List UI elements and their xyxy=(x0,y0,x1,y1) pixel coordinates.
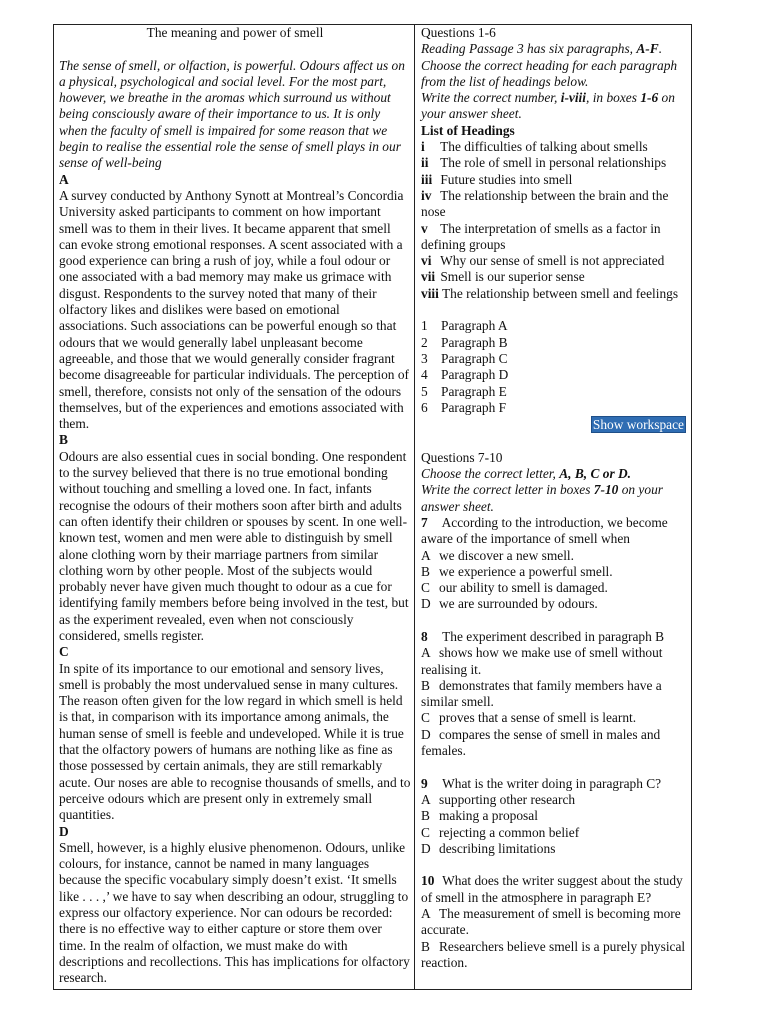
paragraph-a-text: A survey conducted by Anthony Synott at Montreal’s Concordia University asked participants to comment on how important smell was to them in their lives. It became apparent that smell can evoke strong emotional responses. A scent associated with a good experience can bring a rush of joy, while a foul odour or one associated with a bad memory may make us grimace with disgust. Respondents to the survey noted that many of their olfactory likes and dislikes were based on emotional associations. Such associations can be powerful enough so that odours that we would generally label unpleasant become agreeable, and those that we would generally consider fragrant become disagreeable for particular individuals. The perception of smell, therefore, consists not only of the sensation of the odours themselves, but of the experiences and emotions associated with them. xyxy=(59,187,410,432)
paragraph-letter-d: D xyxy=(59,823,69,839)
question-number: 6 xyxy=(421,399,428,415)
paragraph-letter-a: A xyxy=(59,171,69,187)
paragraph-label: Paragraph D xyxy=(441,367,509,383)
instruction-text: . xyxy=(658,41,663,57)
question-text: What is the writer doing in paragraph C? xyxy=(442,775,662,791)
option-letter: B xyxy=(421,938,430,954)
option-text: compares the sense of smell in males and females. xyxy=(421,726,661,759)
answer-option[interactable] xyxy=(421,645,686,678)
instruction-bold: i-viii xyxy=(560,90,587,106)
paragraph-letter-b: B xyxy=(59,432,68,448)
heading-item xyxy=(421,172,686,188)
heading-item xyxy=(421,221,686,254)
paragraph-label: Paragraph E xyxy=(441,383,507,399)
heading-item xyxy=(421,269,686,285)
option-text: demonstrates that family members have a similar smell. xyxy=(421,677,662,710)
paragraph-answer-item xyxy=(421,335,686,351)
question-8 xyxy=(421,629,686,759)
heading-number: vi xyxy=(421,253,432,269)
question-10 xyxy=(421,873,686,971)
answer-option[interactable] xyxy=(421,710,686,726)
option-text: describing limitations xyxy=(439,840,556,856)
answer-option[interactable] xyxy=(421,678,686,711)
heading-number: iv xyxy=(421,187,432,203)
paragraph-b-text: Odours are also essential cues in social bonding. One respondent to the survey believed that there is no true emotional bonding without touching and smelling a loved one. In fact, infants recognise the odours of their mothers soon after birth and adults can often identify their children or spouses by scent. In one well-known test, women and men were able to distinguish by smell alone clothing worn by their marriage partners from similar clothing worn by other people. Most of the subjects would probably never have given much thought to odour as a cue for identifying family members before being involved in the test, but as the experiment revealed, even when not consciously considered, smells register. xyxy=(59,448,409,643)
heading-number: i xyxy=(421,139,425,155)
exam-sheet xyxy=(53,24,692,990)
option-text: rejecting a common belief xyxy=(439,824,580,840)
paragraph-answer-list xyxy=(421,318,686,416)
question-9 xyxy=(421,776,686,857)
heading-text: Smell is our superior sense xyxy=(440,269,585,285)
questions-7-10-header: Questions 7-10 xyxy=(421,449,503,465)
instruction-bold: A, B, C or D. xyxy=(559,466,632,482)
option-text: we discover a new smell. xyxy=(439,547,574,563)
questions-7-10-instruction-1 xyxy=(421,466,686,482)
heading-text: The interpretation of smells as a factor in defining groups xyxy=(421,220,661,252)
instruction-bold: 1-6 xyxy=(640,90,659,106)
answer-option[interactable] xyxy=(421,906,686,939)
heading-item xyxy=(421,253,686,269)
option-text: we experience a powerful smell. xyxy=(439,563,613,579)
questions-panel xyxy=(415,25,691,989)
option-letter: C xyxy=(421,710,430,726)
answer-option[interactable] xyxy=(421,939,686,972)
heading-number: v xyxy=(421,220,428,236)
passage-title: The meaning and power of smell xyxy=(146,25,324,40)
passage-intro: The sense of smell, or olfaction, is powerful. Odours affect us on a physical, psychological and social level. For the most part, however, we breathe in the aromas which surround us without being consciously aware of their importance to us. It is only when the faculty of smell is impaired for some reason that we begin to realise the essential role the sense of smell plays in our sense of well-being xyxy=(59,57,405,171)
question-number: 3 xyxy=(421,350,428,366)
question-number: 2 xyxy=(421,334,428,350)
question-number: 8 xyxy=(421,628,428,644)
paragraph-answer-item xyxy=(421,318,686,334)
questions-7-10-instruction-2 xyxy=(421,482,686,515)
heading-item xyxy=(421,139,686,155)
instruction-text: Choose the correct letter, xyxy=(421,466,560,482)
question-number: 5 xyxy=(421,383,428,399)
list-of-headings-title: List of Headings xyxy=(421,122,515,138)
paragraph-letter-c: C xyxy=(59,644,69,660)
heading-number: vii xyxy=(421,269,436,285)
option-letter: C xyxy=(421,824,430,840)
option-text: The measurement of smell is becoming more accurate. xyxy=(421,906,681,938)
paragraph-label: Paragraph A xyxy=(441,318,508,334)
heading-text: Why our sense of smell is not appreciated xyxy=(440,253,665,269)
question-text: According to the introduction, we become aware of the importance of smell when xyxy=(421,514,668,547)
paragraph-label: Paragraph C xyxy=(441,350,508,366)
option-letter: B xyxy=(421,563,430,579)
questions-1-6-instruction-2: Choose the correct heading for each paragraph from the list of headings below. xyxy=(421,57,678,89)
headings-list xyxy=(421,139,686,302)
workspace-row xyxy=(421,416,686,433)
answer-option[interactable] xyxy=(421,580,686,596)
instruction-bold: 7-10 xyxy=(593,482,619,498)
answer-option[interactable] xyxy=(421,841,686,857)
heading-text: The role of smell in personal relationships xyxy=(440,155,667,171)
question-stem xyxy=(421,776,686,792)
heading-text: The difficulties of talking about smells xyxy=(440,139,648,155)
question-stem xyxy=(421,629,686,645)
answer-option[interactable] xyxy=(421,564,686,580)
option-text: our ability to smell is damaged. xyxy=(439,580,608,596)
question-number: 10 xyxy=(421,873,435,889)
answer-option[interactable] xyxy=(421,596,686,612)
paragraph-answer-item xyxy=(421,384,686,400)
paragraph-answer-item xyxy=(421,351,686,367)
option-letter: D xyxy=(421,840,431,856)
paragraph-answer-item xyxy=(421,367,686,383)
answer-option[interactable] xyxy=(421,825,686,841)
option-letter: C xyxy=(421,580,430,596)
question-stem xyxy=(421,515,686,548)
questions-1-6-instruction-1 xyxy=(421,41,686,57)
heading-item xyxy=(421,188,686,221)
option-text: we are surrounded by odours. xyxy=(439,596,598,612)
option-text: shows how we make use of smell without realising it. xyxy=(421,645,663,677)
paragraph-label: Paragraph F xyxy=(441,399,507,415)
option-letter: A xyxy=(421,645,431,661)
question-number: 9 xyxy=(421,775,428,791)
heading-number: viii xyxy=(421,285,439,301)
heading-text: Future studies into smell xyxy=(440,171,573,187)
question-stem xyxy=(421,873,686,906)
option-letter: A xyxy=(421,547,431,563)
question-text: The experiment described in paragraph B xyxy=(442,628,665,644)
paragraph-c-text: In spite of its importance to our emotional and sensory lives, smell is probably the most undervalued sense in many cultures. The reason often given for the low regard in which smell is held is that, in comparison with its importance among animals, the human sense of smell is feeble and undeveloped. While it is true that the olfactory powers of humans are nothing like as fine as those possessed by certain animals, they are still remarkably acute. Our noses are able to recognise thousands of smells, and to perceive odours which are present only in extremely small quantities. xyxy=(59,660,411,823)
paragraph-answer-item xyxy=(421,400,686,416)
answer-option[interactable] xyxy=(421,548,686,564)
show-workspace-button[interactable]: Show workspace xyxy=(592,417,684,433)
paragraph-label: Paragraph B xyxy=(441,334,508,350)
heading-text: The relationship between smell and feelings xyxy=(441,285,679,301)
option-letter: B xyxy=(421,808,430,824)
instruction-text: Write the correct letter in boxes xyxy=(421,482,594,498)
option-letter: B xyxy=(421,677,430,693)
answer-option[interactable] xyxy=(421,727,686,760)
heading-text: The relationship between the brain and the nose xyxy=(421,187,669,220)
answer-option[interactable] xyxy=(421,808,686,824)
heading-number: ii xyxy=(421,155,429,171)
reading-passage xyxy=(54,25,415,989)
paragraph-d-text: Smell, however, is a highly elusive phenomenon. Odours, unlike colours, for instance, cannot be named in many languages because the specific vocabulary simply doesn’t exist. ‘It smells like . . . ,’ we have to say when describing an odour, struggling to express our olfactory experience. Nor can odours be recorded: there is no effective way to either capture or store them over time. In the realm of olfaction, we must make do with descriptions and recollections. This has implications for olfactory research. xyxy=(59,839,410,986)
question-number: 7 xyxy=(421,514,428,530)
option-letter: A xyxy=(421,791,431,807)
questions-1-6-instruction-3 xyxy=(421,90,686,123)
instruction-text: Write the correct number, xyxy=(421,90,561,106)
question-number: 4 xyxy=(421,367,428,383)
question-7 xyxy=(421,515,686,613)
option-text: supporting other research xyxy=(439,791,576,807)
heading-item xyxy=(421,286,686,302)
instruction-text: Reading Passage 3 has six paragraphs, xyxy=(421,41,637,57)
option-text: proves that a sense of smell is learnt. xyxy=(439,710,637,726)
option-text: making a proposal xyxy=(439,808,538,824)
instruction-text: on your answer sheet. xyxy=(421,90,675,122)
option-letter: D xyxy=(421,596,431,612)
question-text: What does the writer suggest about the study of smell in the atmosphere in paragraph E? xyxy=(421,873,683,905)
instruction-text: on your answer sheet. xyxy=(421,482,663,514)
option-letter: D xyxy=(421,726,431,742)
question-number: 1 xyxy=(421,318,428,334)
heading-number: iii xyxy=(421,171,433,187)
questions-1-6-header: Questions 1-6 xyxy=(421,25,496,40)
answer-option[interactable] xyxy=(421,792,686,808)
option-text: Researchers believe smell is a purely physical reaction. xyxy=(421,938,686,970)
instruction-bold: A-F xyxy=(636,41,659,57)
option-letter: A xyxy=(421,906,431,922)
instruction-text: , in boxes xyxy=(586,90,641,106)
heading-item xyxy=(421,155,686,171)
